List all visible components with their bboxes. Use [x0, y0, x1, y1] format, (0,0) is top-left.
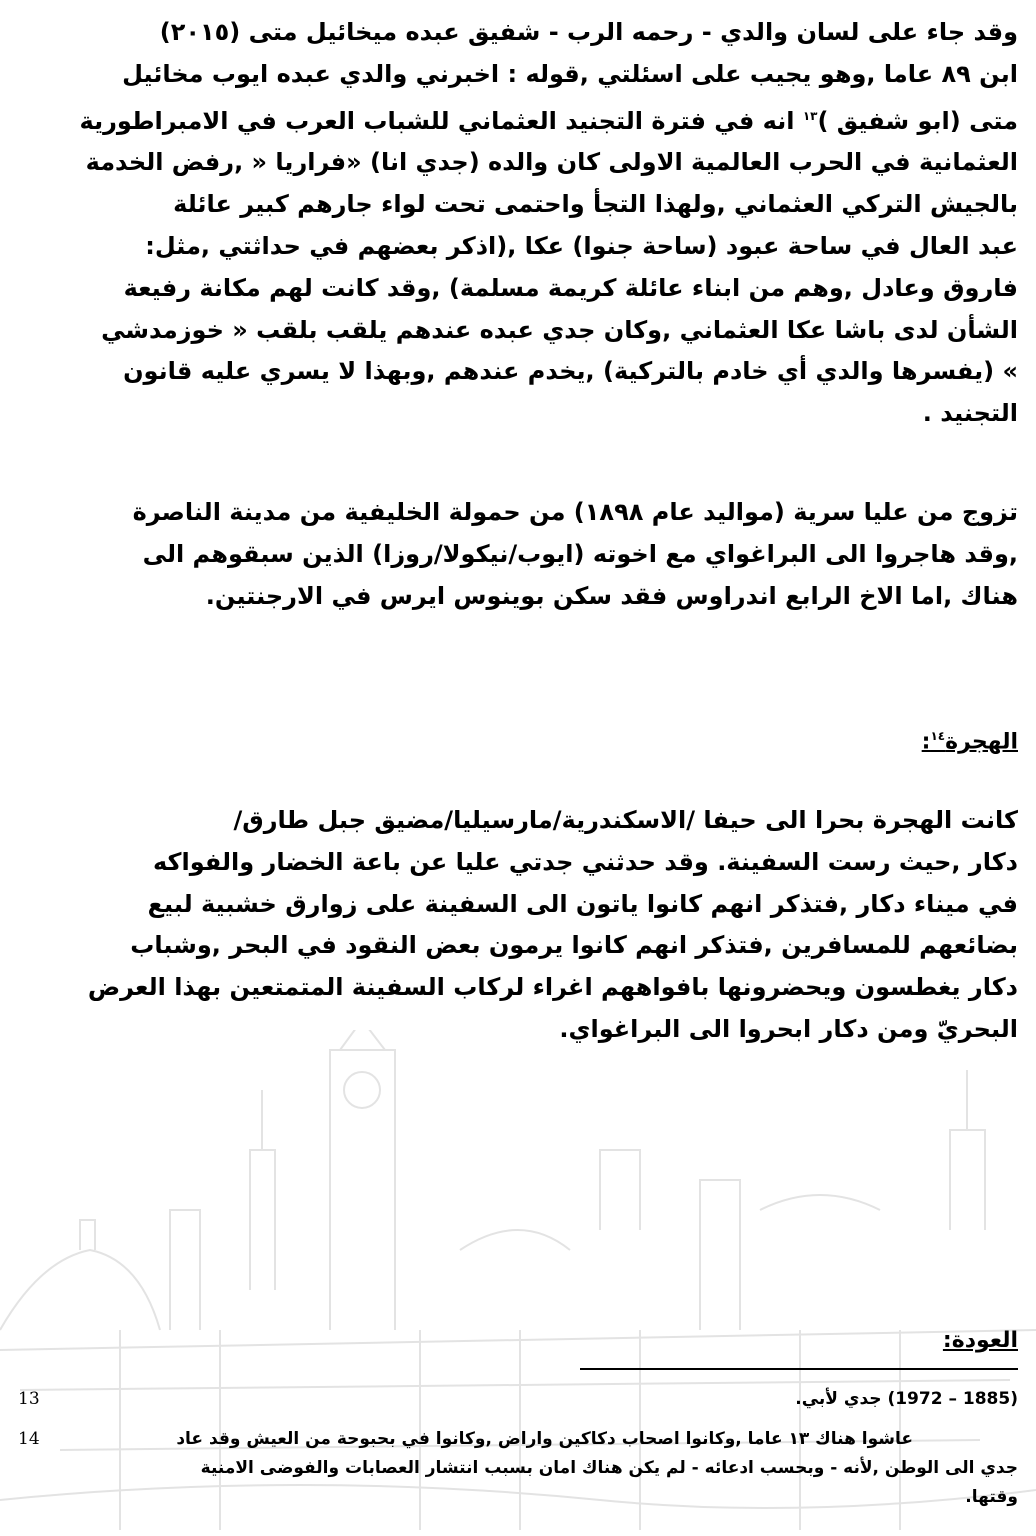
paragraph-family-account [18, 12, 1018, 435]
text-line: فاروق وعادل ,وهم من ابناء عائلة كريمة مسلمة) ,وقد كانت لهم مكانة رفيعة [123, 273, 1018, 302]
text-line: » (يفسرها والدي أي خادم بالتركية) ,يخدم عندهم ,وبهذا لا يسري عليه قانون [123, 357, 1018, 386]
footnote-14 [18, 1425, 1018, 1512]
heading-colon: : [921, 729, 931, 755]
text-line: تزوج من عليا سرية (مواليد عام ١٨٩٨) من حمولة الخليفية من مدينة الناصرة [132, 498, 1018, 526]
footnote-number: 13 [18, 1389, 40, 1409]
footnote-divider [580, 1368, 1018, 1370]
text-line: الشأن لدى باشا عكا العثماني ,وكان جدي عبده عندهم يلقب بلقب « خوزمدشي [101, 315, 1018, 344]
footnote-text: جدي الى الوطن ,لأنه - وبحسب ادعائه - لم يكن هناك امان بسبب انتشار العصابات والفوضى الامنية [200, 1458, 1018, 1478]
section-heading-emigration [922, 729, 1018, 754]
footnote-text: (1885 – 1972) جدي لأبي. [795, 1389, 1018, 1409]
text-line: التجنيد . [922, 399, 1018, 428]
text-line-with-footnote [18, 96, 1018, 143]
text-line: البحريّ ومن دكار ابحروا الى البراغواي. [559, 1014, 1018, 1043]
footnote-text: وقتها. [965, 1487, 1018, 1507]
footnote-number: 14 [18, 1429, 40, 1449]
text-line: ابن ٨٩ عاما ,وهو يجيب على اسئلتي ,قوله : اخبرني والدي عبده ايوب مخائيل [122, 59, 1018, 88]
text-line: بالجيش التركي العثماني ,ولهذا التجأ واحتمى تحت لواء جارهم كبير عائلة [173, 190, 1018, 219]
footnote-row [18, 1425, 1018, 1454]
footnote-row [18, 1454, 1018, 1483]
footnote-13 [18, 1385, 1018, 1414]
text-line: دكار ,حيث رست السفينة. وقد حدثني جدتي عليا عن باعة الخضار والفواكه [152, 847, 1018, 876]
footnote-ref-13[interactable]: ١٣ [802, 108, 818, 123]
text-line: هناك ,اما الاخ الرابع اندراوس فقد سكن بوينوس ايرس في الارجنتين. [205, 581, 1018, 610]
text-line: وقد جاء على لسان والدي - رحمه الرب - شفيق عبده ميخائيل متى (٢٠١٥) [159, 18, 1018, 46]
section-heading-return: العودة: [942, 1328, 1018, 1353]
footnote-row [18, 1385, 1018, 1414]
footnote-ref-14[interactable]: ١٤ [930, 729, 946, 743]
text-line: كانت الهجرة بحرا الى حيفا /الاسكندرية/مارسيليا/مضيق جبل طارق/ [233, 806, 1018, 834]
text-line: ,وقد هاجروا الى البراغواي مع اخوته (ايوب/نيكولا/روزا) الذين سبقوهم الى [142, 539, 1018, 568]
text-line: بضائعهم للمسافرين ,فتذكر انهم كانوا يرمون بعض النقود في البحر ,وشباب [130, 931, 1018, 960]
heading-text: الهجرة [945, 729, 1018, 755]
text-line: العثمانية في الحرب العالمية الاولى كان والده (جدي انا) «فراريا « ,رفض الخدمة [85, 148, 1018, 177]
paragraph-marriage [18, 492, 1018, 617]
text-line: في ميناء دكار ,فتذكر انهم كانوا ياتون الى السفينة على زوارق خشبية لبيع [147, 889, 1018, 918]
footnote-row [18, 1483, 1018, 1512]
text-line: دكار يغطسون ويحضرونها بافواههم اغراء لركاب السفينة المتمتعين بهذا العرض [87, 973, 1018, 1002]
text-segment: انه في فترة التجنيد العثماني للشباب العرب في الامبراطورية [79, 106, 795, 135]
text-segment: متى (ابو شفيق ) [817, 106, 1018, 135]
paragraph-emigration [18, 800, 1018, 1051]
text-line: عبد العال في ساحة عبود (ساحة جنوا) عكا ,(اذكر بعضهم في حداثتي ,مثل: [145, 231, 1018, 260]
footnote-text: عاشوا هناك ١٣ عاما ,وكانوا اصحاب دكاكين واراض ,وكانوا في بحبوحة من العيش وقد عاد [176, 1429, 913, 1449]
